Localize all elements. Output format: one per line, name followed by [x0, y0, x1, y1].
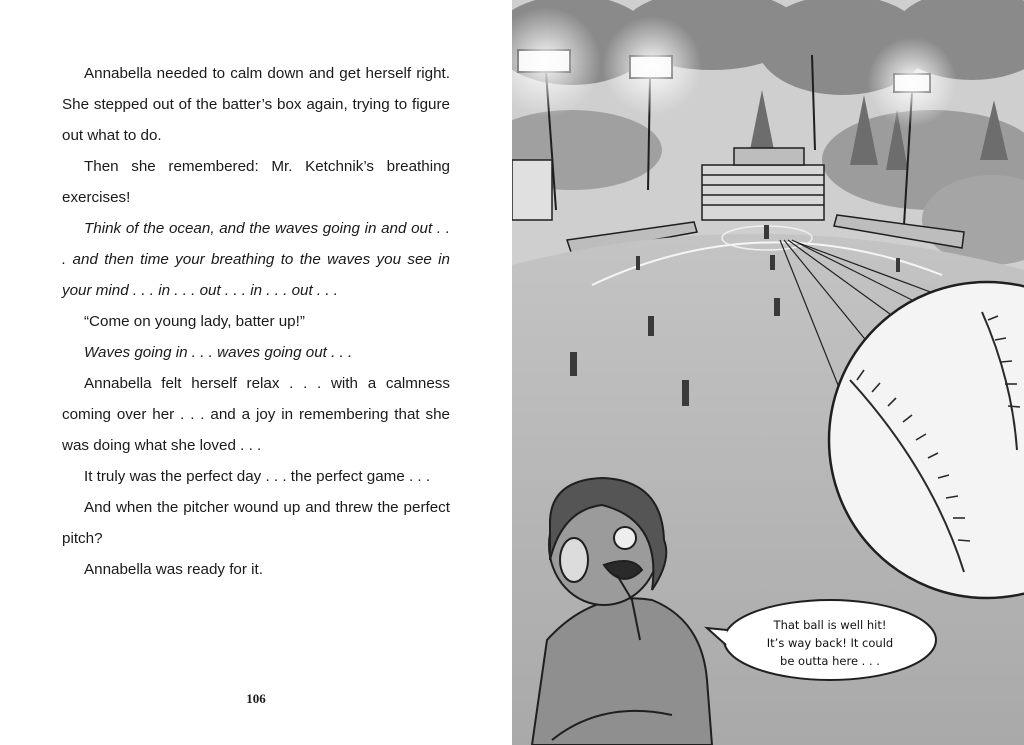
paragraph-4: “Come on young lady, batter up!” [84, 313, 305, 330]
paragraph-3: Think of the ocean, and the waves going in and out . . . and then time your breathing to the waves you see in your mind . . . in . . . out . . . in . . . out . . . [62, 220, 450, 299]
paragraph-6: Annabella felt herself relax . . . with a calmness coming over her . . . and a joy in remembering that she was doing what she loved . . . [62, 375, 450, 454]
speech-line-3: be outta here . . . [780, 654, 880, 668]
speech-line-1: That ball is well hit! [773, 618, 887, 632]
speech-bubble-text [750, 616, 910, 670]
paragraph-7: It truly was the perfect day . . . the perfect game . . . [84, 468, 431, 485]
page-number: 106 [246, 691, 266, 706]
baseball-illustration [512, 0, 1024, 745]
paragraph-5: Waves going in . . . waves going out . . . [84, 344, 353, 361]
paragraph-1: Annabella needed to calm down and get herself right. She stepped out of the batter’s box again, trying to figure out what to do. [62, 65, 450, 144]
story-text [62, 58, 450, 585]
paragraph-8: And when the pitcher wound up and threw the perfect pitch? [62, 499, 450, 547]
speech-line-2: It’s way back! It could [766, 636, 894, 650]
paragraph-2: Then she remembered: Mr. Ketchnik’s breathing exercises! [62, 158, 450, 206]
paragraph-9: Annabella was ready for it. [84, 561, 263, 578]
